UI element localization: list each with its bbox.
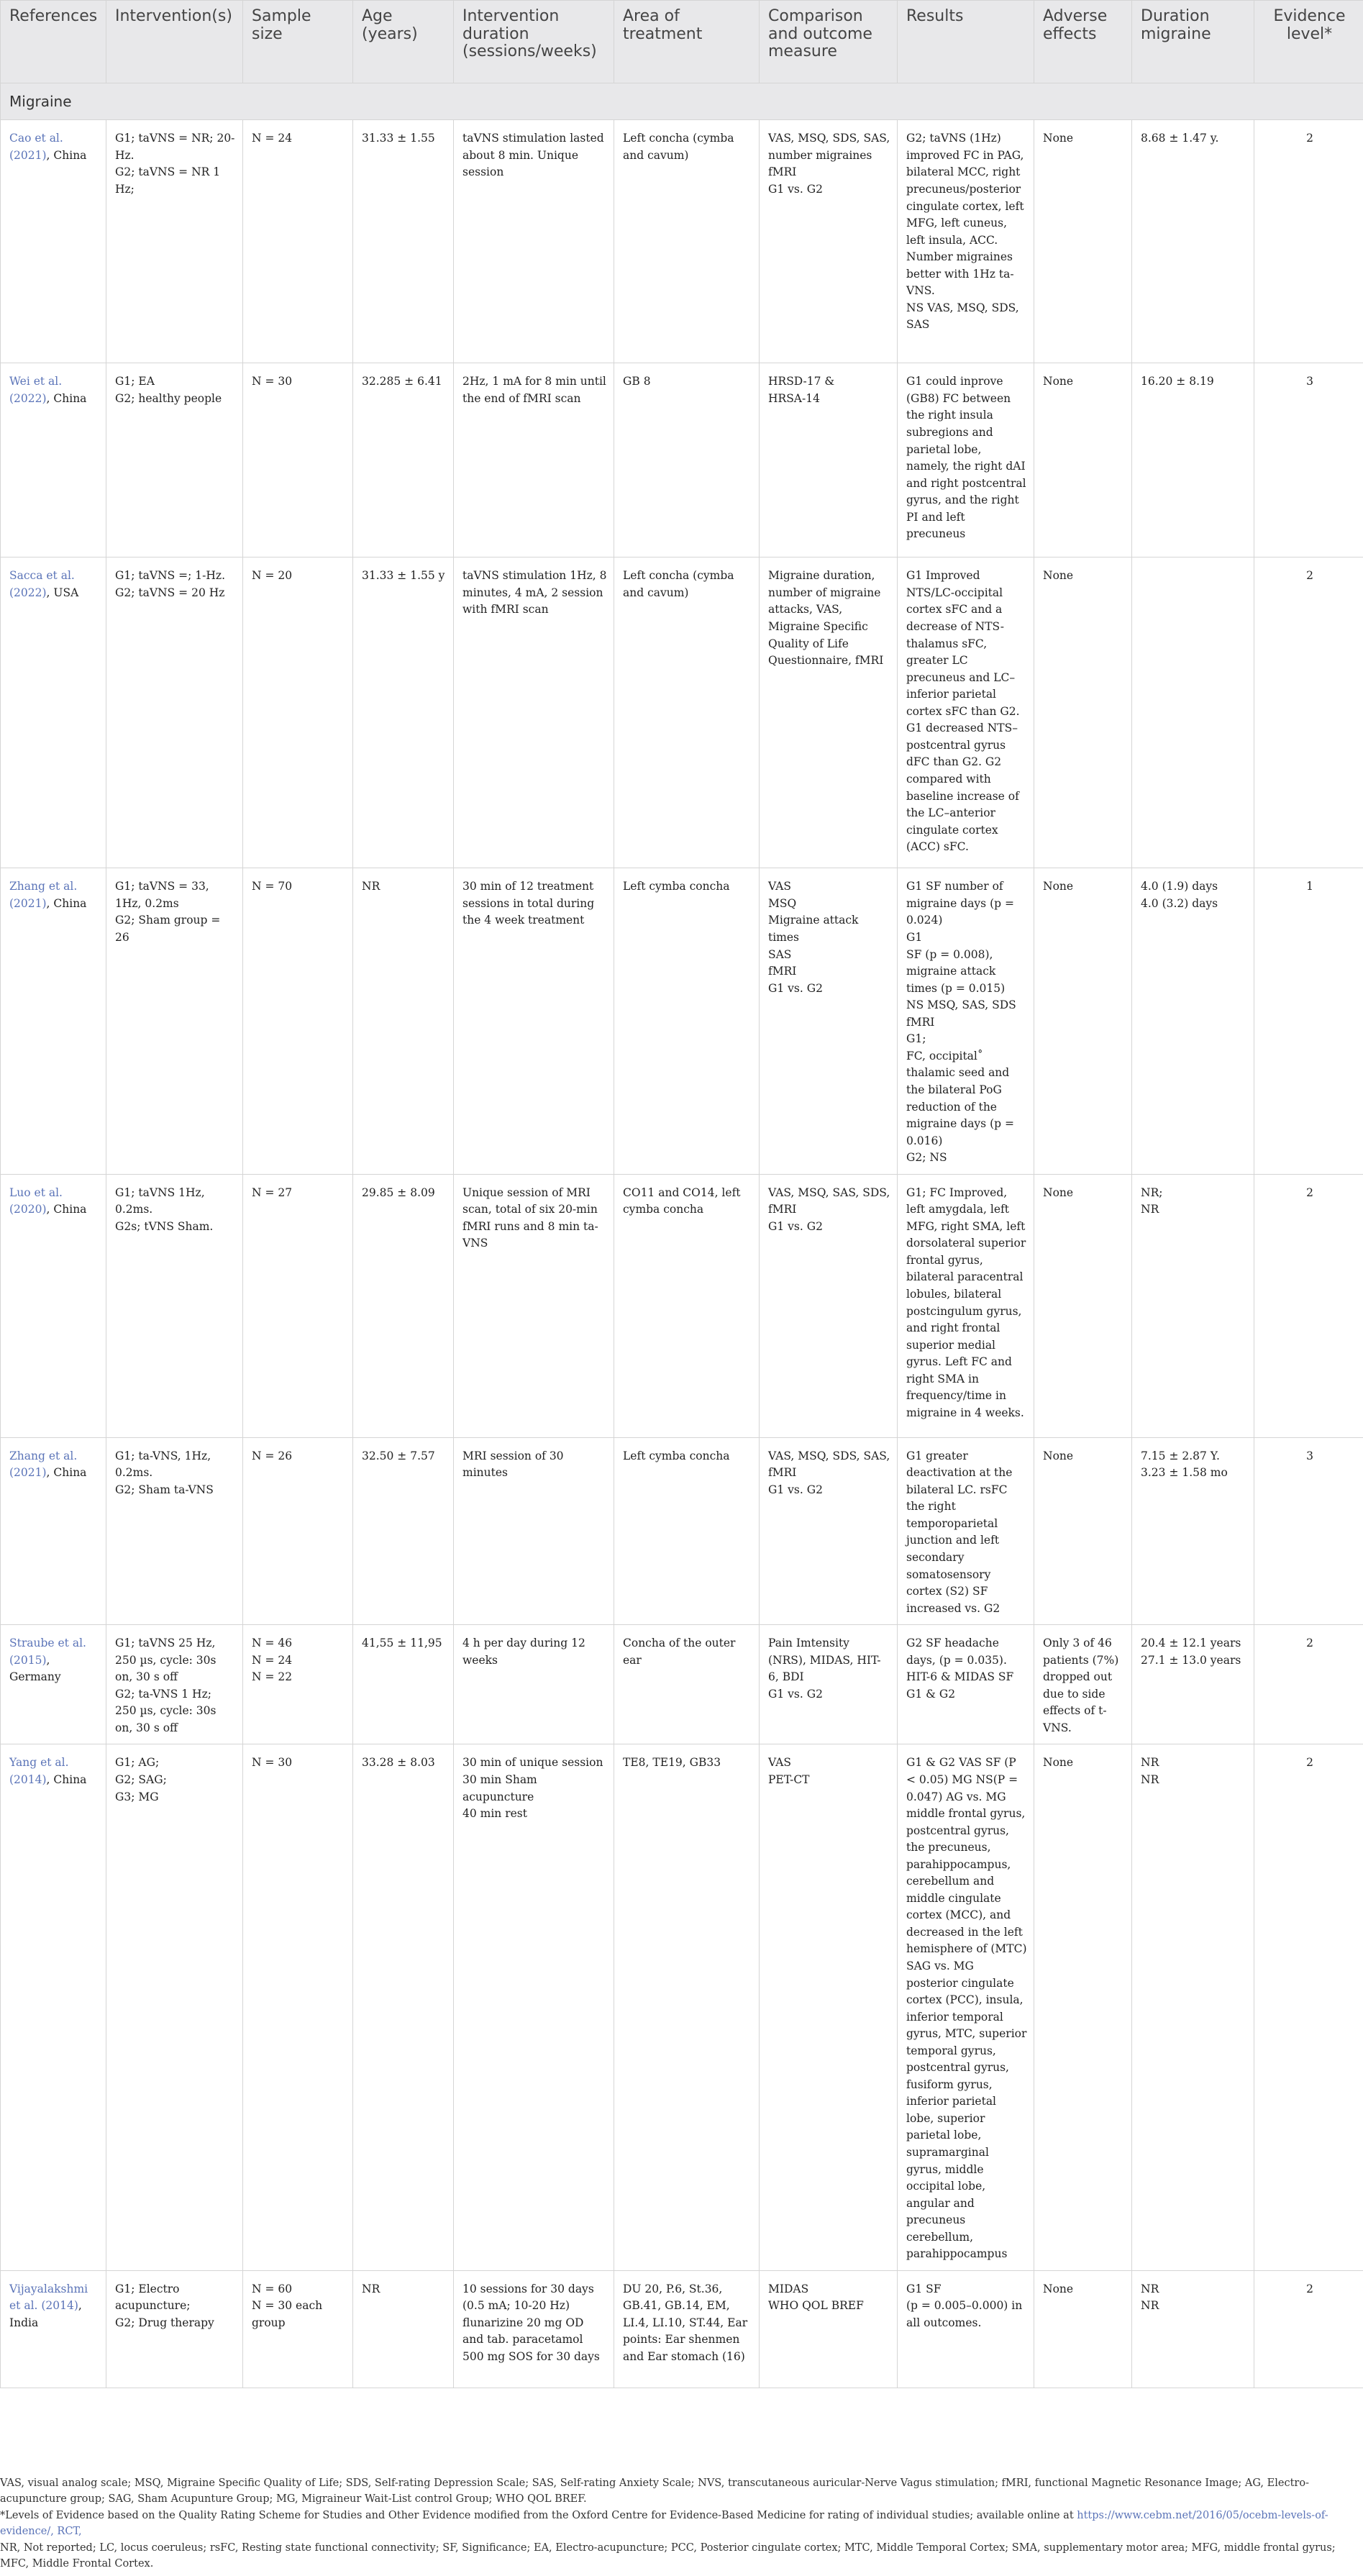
cell-reference	[1, 120, 106, 363]
footnote-abbreviations-2: NR, Not reported; LC, locus coeruleus; rsFC, Resting state functional connectivity; SF, Significance; EA, Electro-acupuncture; PCC, Posterior cingulate cortex; MTC, Middle Temporal Cortex; SMA, supplementary motor area; MFG, middle frontal gyrus; MFC, Middle Frontal Cortex.	[0, 2541, 1336, 2570]
header-area: Area of treatment	[614, 1, 760, 83]
cell-intervention: G1; AG; G2; SAG; G3; MG	[106, 1744, 243, 2270]
header-duration-migraine: Duration migraine	[1132, 1, 1254, 83]
cell-reference	[1, 557, 106, 868]
cell-age: NR	[353, 2270, 454, 2388]
cell-evidence-level: 2	[1254, 2270, 1363, 2388]
reference-location: , China	[46, 391, 87, 405]
cell-intervention-duration: 30 min of unique session 30 min Sham acupuncture 40 min rest	[454, 1744, 614, 2270]
reference-link[interactable]: Zhang et al. (2021)	[9, 1449, 78, 1480]
cell-results: G1; FC Improved, left amygdala, left MFG, right SMA, left dorsolateral superior frontal gyrus, bilateral paracentral lobules, bilateral postcingulum gyrus, and right frontal superior medial gyrus. Left FC and right SMA in frequency/time in migraine in 4 weeks.	[898, 1174, 1034, 1437]
cell-evidence-level: 2	[1254, 1744, 1363, 2270]
cell-results: G1 & G2 VAS SF (P < 0.05) MG NS(P = 0.047) AG vs. MG middle frontal gyrus, postcentral gyrus, the precuneus, parahippocampus, cerebellum and middle cingulate cortex (MCC), and decreased in the left hemisphere of (MTC) SAG vs. MG posterior cingulate cortex (PCC), insula, inferior temporal gyrus, MTC, superior temporal gyrus, postcentral gyrus, fusiform gyrus, inferior parietal lobe, superior parietal lobe, supramarginal gyrus, middle occipital lobe, angular and precuneus cerebellum, parahippocampus	[898, 1744, 1034, 2270]
reference-link[interactable]: Zhang et al. (2021)	[9, 880, 78, 910]
cell-age: 41,55 ± 11,95	[353, 1625, 454, 1744]
cell-comparison: MIDAS WHO QOL BREF	[760, 2270, 898, 2388]
cell-evidence-level: 2	[1254, 1174, 1363, 1437]
reference-location: , China	[46, 1203, 87, 1216]
cell-sample-size: N = 20	[243, 557, 353, 868]
table-row	[1, 1744, 1363, 2270]
cell-adverse-effects: None	[1034, 1437, 1132, 1624]
cell-sample-size: N = 26	[243, 1437, 353, 1624]
cell-results: G2; taVNS (1Hz) improved FC in PAG, bilateral MCC, right precuneus/posterior cingulate cortex, left MFG, left cuneus, left insula, ACC. Number migraines better with 1Hz ta-VNS. NS VAS, MSQ, SDS, SAS	[898, 120, 1034, 363]
cell-evidence-level: 2	[1254, 1625, 1363, 1744]
cell-sample-size: N = 24	[243, 120, 353, 363]
cell-results: G1 SF number of migraine days (p = 0.024) G1 SF (p = 0.008), migraine attack times (p = 0.015) NS MSQ, SAS, SDS fMRI G1; FC, occipital˚ thalamic seed and the bilateral PoG reduction of the migraine days (p = 0.016) G2; NS	[898, 868, 1034, 1174]
cell-duration-migraine: 20.4 ± 12.1 years 27.1 ± 13.0 years	[1132, 1625, 1254, 1744]
reference-link[interactable]: Luo et al. (2020)	[9, 1185, 63, 1216]
reference-location: , India	[9, 2299, 82, 2329]
section-label: Migraine	[1, 83, 1363, 120]
cell-intervention: G1; EA G2; healthy people	[106, 363, 243, 557]
header-sample-size: Sample size	[243, 1, 353, 83]
cell-area-of-treatment: DU 20, P.6, St.36, GB.41, GB.14, EM, LI.4, LI.10, ST.44, Ear points: Ear shenmen and Ear stomach (16)	[614, 2270, 760, 2388]
header-age: Age (years)	[353, 1, 454, 83]
cell-age: NR	[353, 868, 454, 1174]
cell-adverse-effects: None	[1034, 868, 1132, 1174]
cell-duration-migraine	[1132, 557, 1254, 868]
cell-sample-size: N = 70	[243, 868, 353, 1174]
cell-adverse-effects: None	[1034, 2270, 1132, 2388]
cell-duration-migraine: 16.20 ± 8.19	[1132, 363, 1254, 557]
reference-link[interactable]: Sacca et al. (2022)	[9, 569, 75, 599]
cell-adverse-effects: None	[1034, 1744, 1132, 2270]
reference-location: , Germany	[9, 1653, 61, 1684]
footnote-evidence-link[interactable]: https://www.cebm.net/2016/05/ocebm-levels-of-evidence/, RCT,	[0, 2509, 1328, 2538]
cell-intervention: G1; taVNS =; 1-Hz. G2; taVNS = 20 Hz	[106, 557, 243, 868]
header-row	[1, 1, 1363, 83]
reference-link[interactable]: Cao et al. (2021)	[9, 132, 63, 162]
reference-location: , China	[46, 148, 87, 162]
cell-results: G2 SF headache days, (p = 0.035). HIT-6 & MIDAS SF G1 & G2	[898, 1625, 1034, 1744]
cell-intervention-duration: 30 min of 12 treatment sessions in total during the 4 week treatment	[454, 868, 614, 1174]
table-row	[1, 868, 1363, 1174]
cell-age: 32.285 ± 6.41	[353, 363, 454, 557]
cell-adverse-effects: Only 3 of 46 patients (7%) dropped out due to side effects of t-VNS.	[1034, 1625, 1132, 1744]
cell-intervention-duration: taVNS stimulation 1Hz, 8 minutes, 4 mA, 2 session with fMRI scan	[454, 557, 614, 868]
table-row	[1, 1437, 1363, 1624]
cell-results: G1 greater deactivation at the bilateral LC. rsFC the right temporoparietal junction and left secondary somatosensory cortex (S2) SF increased vs. G2	[898, 1437, 1034, 1624]
cell-duration-migraine: NR NR	[1132, 2270, 1254, 2388]
cell-reference	[1, 2270, 106, 2388]
header-adverse-effects: Adverse effects	[1034, 1, 1132, 83]
table-row	[1, 557, 1363, 868]
header-intervention-duration: Intervention duration (sessions/weeks)	[454, 1, 614, 83]
cell-age: 33.28 ± 8.03	[353, 1744, 454, 2270]
footnote-evidence	[0, 2508, 1352, 2540]
table-footnotes	[0, 2475, 1352, 2572]
cell-area-of-treatment: CO11 and CO14, left cymba concha	[614, 1174, 760, 1437]
cell-area-of-treatment: Left concha (cymba and cavum)	[614, 557, 760, 868]
cell-comparison: VAS MSQ Migraine attack times SAS fMRI G1 vs. G2	[760, 868, 898, 1174]
cell-comparison: VAS PET-CT	[760, 1744, 898, 2270]
cell-reference	[1, 1625, 106, 1744]
table-row	[1, 1174, 1363, 1437]
cell-area-of-treatment: Left concha (cymba and cavum)	[614, 120, 760, 363]
cell-reference	[1, 363, 106, 557]
cell-intervention-duration: 2Hz, 1 mA for 8 min until the end of fMRI scan	[454, 363, 614, 557]
cell-comparison: HRSD-17 & HRSA-14	[760, 363, 898, 557]
cell-reference	[1, 1174, 106, 1437]
cell-results: G1 Improved NTS/LC-occipital cortex sFC and a decrease of NTS-thalamus sFC, greater LC precuneus and LC–inferior parietal cortex sFC than G2. G1 decreased NTS–postcentral gyrus dFC than G2. G2 compared with baseline increase of the LC–anterior cingulate cortex (ACC) sFC.	[898, 557, 1034, 868]
cell-reference	[1, 1437, 106, 1624]
cell-area-of-treatment: Left cymba concha	[614, 1437, 760, 1624]
table-row	[1, 120, 1363, 363]
cell-adverse-effects: None	[1034, 1174, 1132, 1437]
cell-reference	[1, 1744, 106, 2270]
header-evidence-level: Evidence level*	[1254, 1, 1363, 83]
header-comparison: Comparison and outcome measure	[760, 1, 898, 83]
cell-evidence-level: 3	[1254, 1437, 1363, 1624]
reference-location: , China	[46, 1466, 87, 1480]
reference-location: , China	[46, 896, 87, 910]
cell-evidence-level: 2	[1254, 120, 1363, 363]
cell-intervention-duration: 4 h per day during 12 weeks	[454, 1625, 614, 1744]
cell-intervention-duration: taVNS stimulation lasted about 8 min. Unique session	[454, 120, 614, 363]
cell-sample-size: N = 46 N = 24 N = 22	[243, 1625, 353, 1744]
cell-comparison: Migraine duration, number of migraine attacks, VAS, Migraine Specific Quality of Life Questionnaire, fMRI	[760, 557, 898, 868]
cell-age: 31.33 ± 1.55 y	[353, 557, 454, 868]
reference-link[interactable]: Straube et al. (2015)	[9, 1637, 86, 1667]
table-row	[1, 2270, 1363, 2388]
reference-link[interactable]: Vijayalakshmi et al. (2014)	[9, 2282, 88, 2313]
footnote-evidence-text: *Levels of Evidence based on the Quality Rating Scheme for Studies and Other Evidence modified from the Oxford Centre for Evidence-Based Medicine for rating of individual studies; available online at	[0, 2509, 1077, 2521]
cell-sample-size: N = 30	[243, 363, 353, 557]
cell-intervention: G1; ta-VNS, 1Hz, 0.2ms. G2; Sham ta-VNS	[106, 1437, 243, 1624]
cell-evidence-level: 2	[1254, 557, 1363, 868]
reference-location: , USA	[46, 586, 79, 599]
cell-adverse-effects: None	[1034, 120, 1132, 363]
cell-sample-size: N = 27	[243, 1174, 353, 1437]
cell-comparison: VAS, MSQ, SDS, SAS, fMRI G1 vs. G2	[760, 1437, 898, 1624]
cell-intervention: G1; taVNS 1Hz, 0.2ms. G2s; tVNS Sham.	[106, 1174, 243, 1437]
cell-results: G1 could inprove (GB8) FC between the right insula subregions and parietal lobe, namely, the right dAI and right postcentral gyrus, and the right PI and left precuneus	[898, 363, 1034, 557]
cell-intervention: G1; taVNS = 33, 1Hz, 0.2ms G2; Sham group = 26	[106, 868, 243, 1174]
cell-intervention: G1; Electro acupuncture; G2; Drug therapy	[106, 2270, 243, 2388]
cell-reference	[1, 868, 106, 1174]
reference-location: , China	[46, 1772, 87, 1786]
cell-area-of-treatment: Concha of the outer ear	[614, 1625, 760, 1744]
cell-age: 29.85 ± 8.09	[353, 1174, 454, 1437]
cell-adverse-effects: None	[1034, 557, 1132, 868]
reference-link[interactable]: Wei et al. (2022)	[9, 375, 63, 405]
cell-intervention-duration: 10 sessions for 30 days (0.5 mA; 10-20 Hz) flunarizine 20 mg OD and tab. paracetamol 500 mg SOS for 30 days	[454, 2270, 614, 2388]
header-references: References	[1, 1, 106, 83]
cell-evidence-level: 3	[1254, 363, 1363, 557]
cell-duration-migraine: 8.68 ± 1.47 y.	[1132, 120, 1254, 363]
section-row	[1, 83, 1363, 120]
cell-intervention-duration: Unique session of MRI scan, total of six 20-min fMRI runs and 8 min ta-VNS	[454, 1174, 614, 1437]
cell-duration-migraine: NR; NR	[1132, 1174, 1254, 1437]
cell-comparison: VAS, MSQ, SDS, SAS, number migraines fMRI G1 vs. G2	[760, 120, 898, 363]
footnote-abbreviations: VAS, visual analog scale; MSQ, Migraine Specific Quality of Life; SDS, Self-rating Depression Scale; SAS, Self-rating Anxiety Scale; NVS, transcutaneous auricular-Nerve Vagus stimulation; fMRI, functional Magnetic Resonance Image; AG, Electro-acupuncture group; SAG, Sham Acupunture Group; MG, Migraineur Wait-List control Group; WHO QOL BREF.	[0, 2477, 1309, 2506]
cell-intervention-duration: MRI session of 30 minutes	[454, 1437, 614, 1624]
cell-comparison: Pain Imtensity (NRS), MIDAS, HIT-6, BDI G1 vs. G2	[760, 1625, 898, 1744]
cell-area-of-treatment: Left cymba concha	[614, 868, 760, 1174]
cell-age: 31.33 ± 1.55	[353, 120, 454, 363]
cell-comparison: VAS, MSQ, SAS, SDS, fMRI G1 vs. G2	[760, 1174, 898, 1437]
cell-intervention: G1; taVNS 25 Hz, 250 µs, cycle: 30s on, 30 s off G2; ta-VNS 1 Hz; 250 µs, cycle: 30s on, 30 s off	[106, 1625, 243, 1744]
cell-area-of-treatment: GB 8	[614, 363, 760, 557]
cell-results: G1 SF (p = 0.005–0.000) in all outcomes.	[898, 2270, 1034, 2388]
header-intervention: Intervention(s)	[106, 1, 243, 83]
cell-duration-migraine: 7.15 ± 2.87 Y. 3.23 ± 1.58 mo	[1132, 1437, 1254, 1624]
cell-area-of-treatment: TE8, TE19, GB33	[614, 1744, 760, 2270]
cell-duration-migraine: NR NR	[1132, 1744, 1254, 2270]
cell-duration-migraine: 4.0 (1.9) days 4.0 (3.2) days	[1132, 868, 1254, 1174]
table-row	[1, 363, 1363, 557]
cell-sample-size: N = 60 N = 30 each group	[243, 2270, 353, 2388]
header-results: Results	[898, 1, 1034, 83]
reference-link[interactable]: Yang et al. (2014)	[9, 1756, 69, 1786]
cell-sample-size: N = 30	[243, 1744, 353, 2270]
cell-age: 32.50 ± 7.57	[353, 1437, 454, 1624]
table-row	[1, 1625, 1363, 1744]
cell-adverse-effects: None	[1034, 363, 1132, 557]
cell-evidence-level: 1	[1254, 868, 1363, 1174]
cell-intervention: G1; taVNS = NR; 20-Hz. G2; taVNS = NR 1 Hz;	[106, 120, 243, 363]
